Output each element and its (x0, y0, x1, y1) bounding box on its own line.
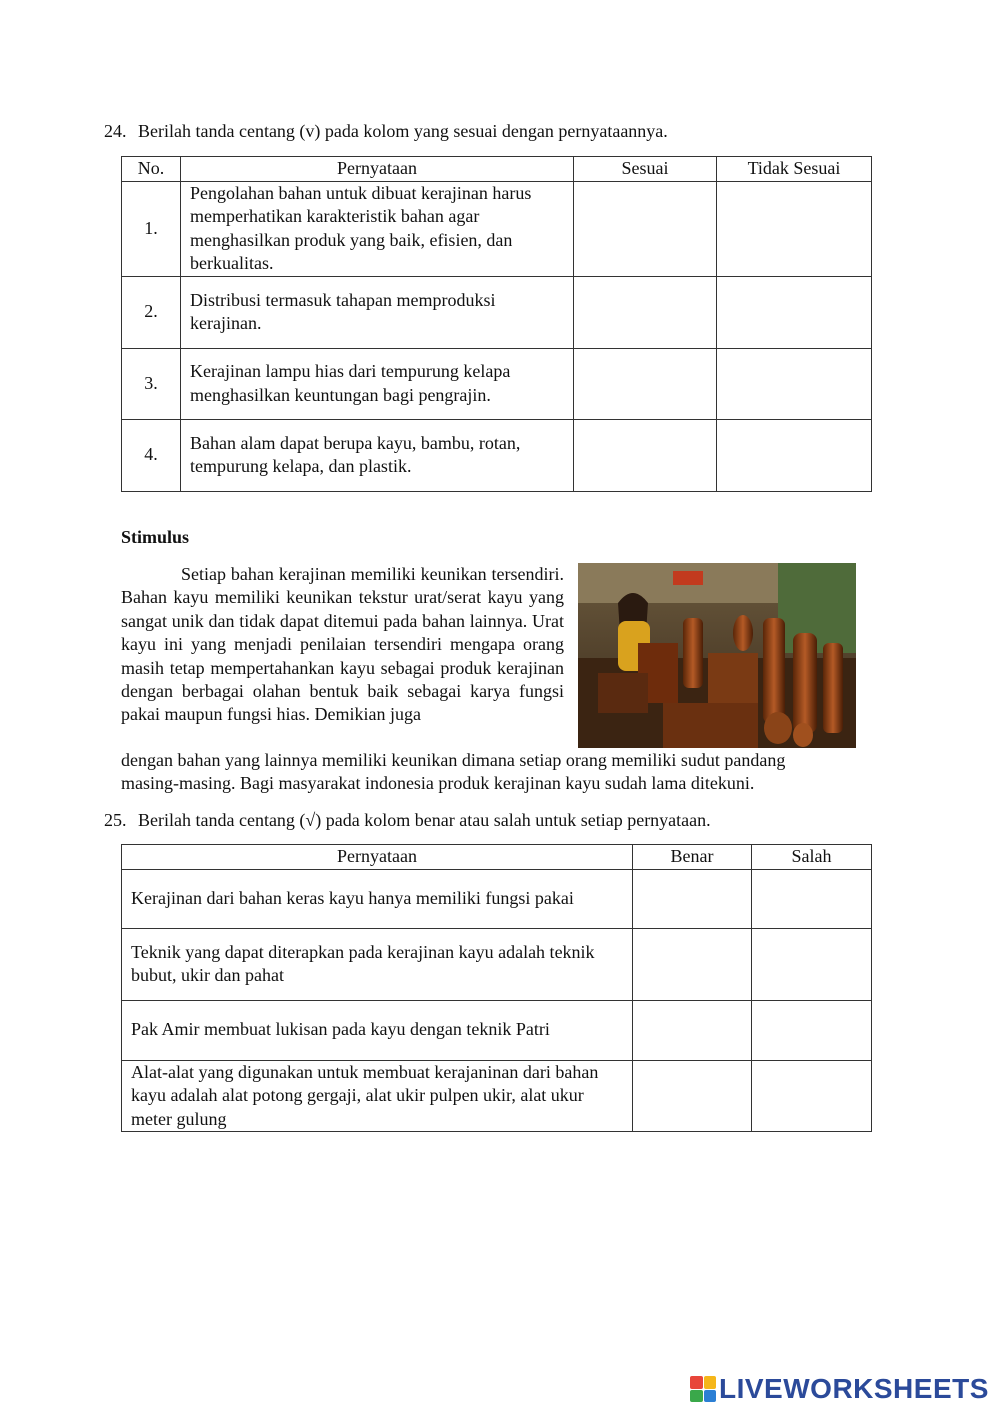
statement-text: Pengolahan bahan untuk dibuat kerajinan harus memperhatikan karakteristik bahan agar menghasilkan produk yang baik, efisien, dan berkualitas. (181, 181, 574, 276)
header-benar: Benar (633, 845, 752, 870)
question-number: 24. (104, 121, 127, 141)
question-25-table (121, 844, 872, 1132)
header-tidak-sesuai: Tidak Sesuai (717, 157, 872, 182)
question-24-table (121, 156, 872, 492)
salah-checkbox-cell[interactable] (752, 928, 872, 1000)
liveworksheets-logo-icon (690, 1376, 716, 1402)
header-sesuai: Sesuai (574, 157, 717, 182)
statement-text: Teknik yang dapat diterapkan pada kerajinan kayu adalah teknik bubut, ukir dan pahat (122, 928, 633, 1000)
table-row (122, 419, 872, 491)
liveworksheets-brand-text: LIVEWORKSHEETS (719, 1373, 989, 1404)
stimulus-title: Stimulus (121, 527, 190, 547)
statement-text: Distribusi termasuk tahapan memproduksi kerajinan. (181, 276, 574, 348)
sesuai-checkbox-cell[interactable] (574, 276, 717, 348)
statement-text: Kerajinan dari bahan keras kayu hanya memiliki fungsi pakai (122, 869, 633, 928)
salah-checkbox-cell[interactable] (752, 1000, 872, 1060)
question-24-instruction (104, 120, 668, 142)
sesuai-checkbox-cell[interactable] (574, 181, 717, 276)
stimulus-continuation (121, 749, 891, 796)
benar-checkbox-cell[interactable] (633, 869, 752, 928)
table-row (122, 1000, 872, 1060)
statement-text: Kerajinan lampu hias dari tempurung kelapa menghasilkan keuntungan bagi pengrajin. (181, 348, 574, 419)
stimulus-text: Setiap bahan kerajinan memiliki keunikan tersendiri. Bahan kayu memiliki keunikan tekstur urat/serat kayu yang sangat unik dan tidak dapat ditemui pada bahan lainnya. Urat kayu ini yang menjadi penilaian tersendiri mengapa orang masih tetap mempertahankan kayu sebagai produk kerajinan dengan berbagai olahan bentuk baik sebagai karya fungsi pakai maupun fungsi hias. Demikian juga (121, 564, 564, 725)
question-text: Berilah tanda centang (√) pada kolom benar atau salah untuk setiap pernyataan. (138, 810, 711, 830)
benar-checkbox-cell[interactable] (633, 928, 752, 1000)
wooden-crafts-photo (578, 563, 856, 748)
question-25-instruction (104, 809, 711, 831)
tidak-sesuai-checkbox-cell[interactable] (717, 348, 872, 419)
row-number: 4. (122, 419, 181, 491)
sesuai-checkbox-cell[interactable] (574, 419, 717, 491)
statement-text: Alat-alat yang digunakan untuk membuat kerajaninan dari bahan kayu adalah alat potong gergaji, alat ukir pulpen ukir, alat ukur meter gulung (122, 1060, 633, 1132)
row-number: 2. (122, 276, 181, 348)
salah-checkbox-cell[interactable] (752, 869, 872, 928)
row-number: 1. (122, 181, 181, 276)
question-number: 25. (104, 810, 127, 830)
header-salah: Salah (752, 845, 872, 870)
row-number: 3. (122, 348, 181, 419)
statement-text: Pak Amir membuat lukisan pada kayu dengan teknik Patri (122, 1000, 633, 1060)
table-row (122, 181, 872, 276)
tidak-sesuai-checkbox-cell[interactable] (717, 181, 872, 276)
liveworksheets-logo (690, 1374, 989, 1404)
table-row (122, 348, 872, 419)
statement-text: Bahan alam dapat berupa kayu, bambu, rotan, tempurung kelapa, dan plastik. (181, 419, 574, 491)
stimulus-line: masing-masing. Bagi masyarakat indonesia produk kerajinan kayu sudah lama ditekuni. (121, 773, 755, 794)
table-header-row (122, 157, 872, 182)
sesuai-checkbox-cell[interactable] (574, 348, 717, 419)
table-header-row (122, 845, 872, 870)
table-row (122, 869, 872, 928)
stimulus-paragraph (121, 563, 564, 727)
benar-checkbox-cell[interactable] (633, 1000, 752, 1060)
header-no: No. (122, 157, 181, 182)
tidak-sesuai-checkbox-cell[interactable] (717, 419, 872, 491)
table-row (122, 1060, 872, 1132)
table-row (122, 928, 872, 1000)
tidak-sesuai-checkbox-cell[interactable] (717, 276, 872, 348)
salah-checkbox-cell[interactable] (752, 1060, 872, 1132)
header-pernyataan: Pernyataan (181, 157, 574, 182)
benar-checkbox-cell[interactable] (633, 1060, 752, 1132)
table-row (122, 276, 872, 348)
question-text: Berilah tanda centang (v) pada kolom yang sesuai dengan pernyataannya. (138, 121, 668, 141)
stimulus-line: dengan bahan yang lainnya memiliki keunikan dimana setiap orang memiliki sudut pandang (121, 750, 786, 770)
header-pernyataan: Pernyataan (122, 845, 633, 870)
